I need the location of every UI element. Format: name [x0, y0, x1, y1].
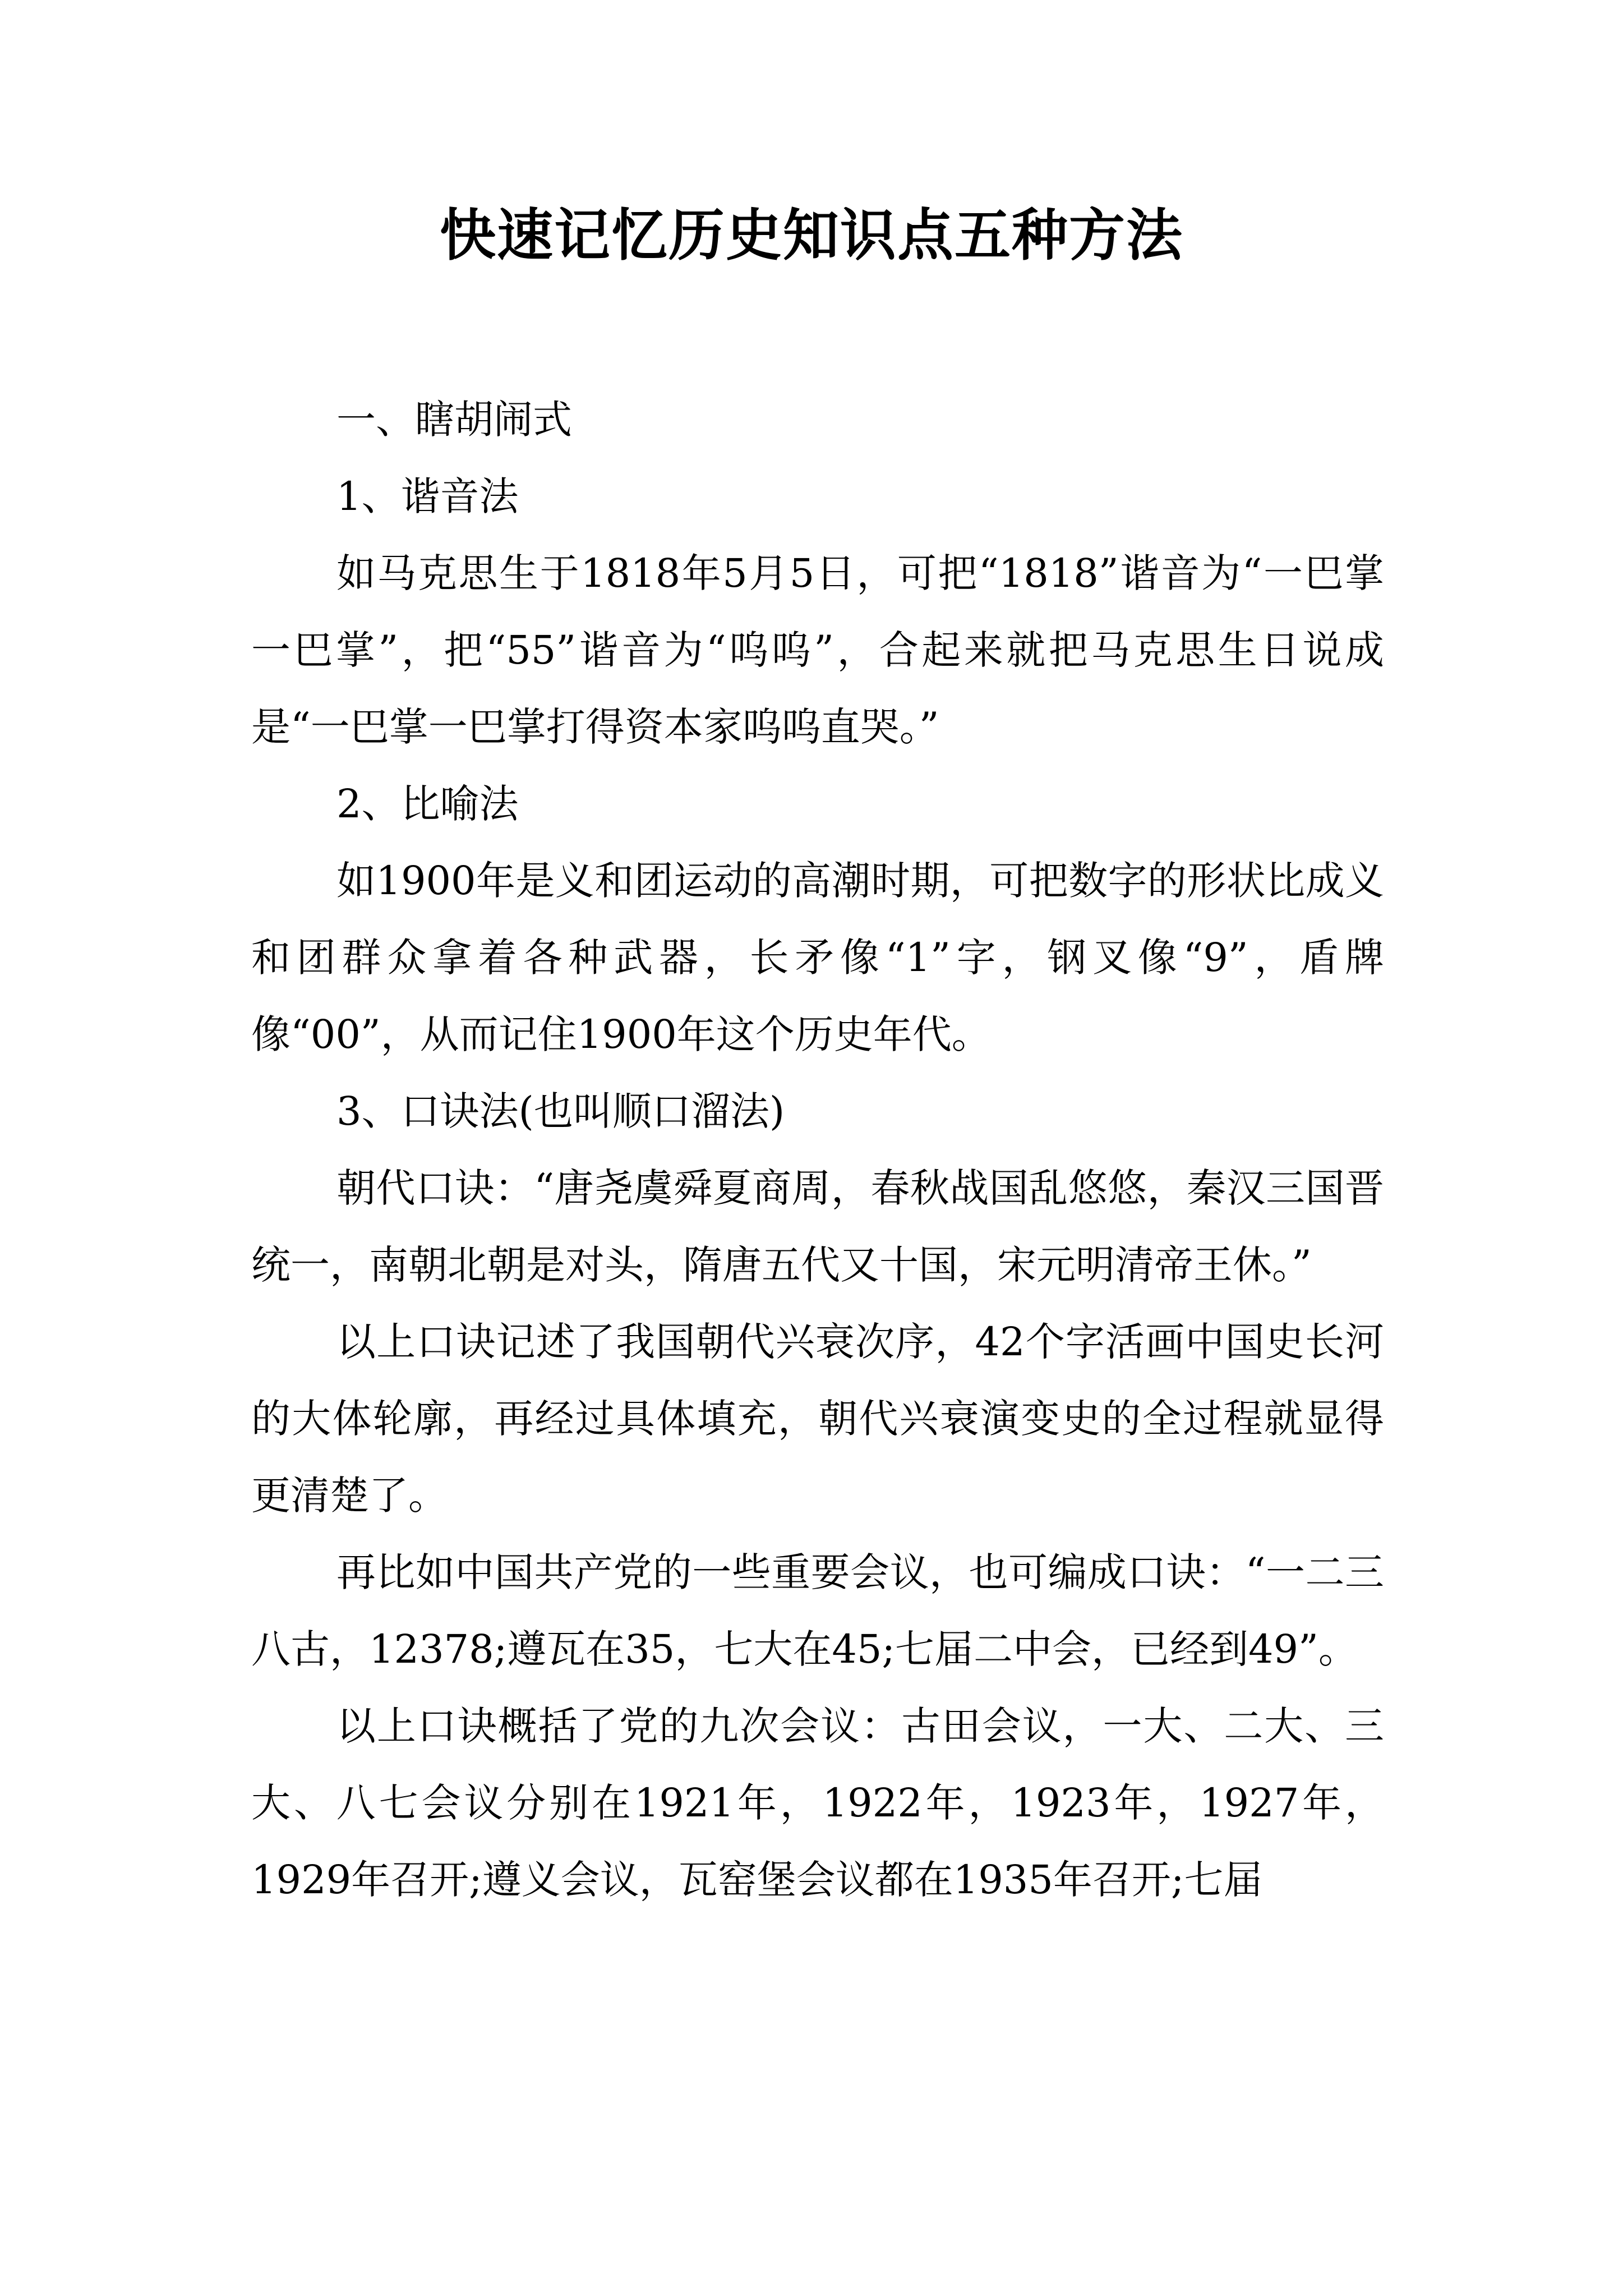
subsection-heading: 1、谐音法	[336, 473, 519, 519]
section-heading: 一、瞎胡闹式	[336, 397, 572, 443]
paragraph: 如马克思生于1818年5月5日，可把“1818”谐音为“一巴掌一巴掌”，把“55”谐音为“呜呜”，合起来就把马克思生日说成是“一巴掌一巴掌打得资本家呜呜直哭。”	[251, 550, 1384, 750]
paragraph: 朝代口诀：“唐尧虞舜夏商周，春秋战国乱悠悠，秦汉三国晋统一，南朝北朝是对头，隋唐五代又十国，宋元明清帝王休。”	[251, 1165, 1384, 1288]
paragraph: 如1900年是义和团运动的高潮时期，可把数字的形状比成义和团群众拿着各种武器，长矛像“1”字，钢叉像“9”，盾牌像“00”，从而记住1900年这个历史年代。	[251, 858, 1384, 1057]
document-body	[251, 381, 1384, 1918]
page-title: 快速记忆历史知识点五种方法	[440, 203, 1183, 268]
paragraph: 再比如中国共产党的一些重要会议，也可编成口诀：“一二三八古，12378;遵瓦在35，七大在45;七届二中会，已经到49”。	[251, 1549, 1384, 1672]
subsection-heading: 3、口诀法(也叫顺口溜法)	[336, 1088, 785, 1134]
subsection-heading: 2、比喻法	[336, 781, 519, 827]
paragraph: 以上口诀记述了我国朝代兴衰次序，42个字活画中国史长河的大体轮廓，再经过具体填充，朝代兴衰演变史的全过程就显得更清楚了。	[251, 1319, 1384, 1519]
paragraph: 以上口诀概括了党的九次会议：古田会议，一大、二大、三大、八七会议分别在1921年，1922年，1923年，1927年，1929年召开;遵义会议，瓦窑堡会议都在1935年召开;七届	[251, 1703, 1384, 1903]
